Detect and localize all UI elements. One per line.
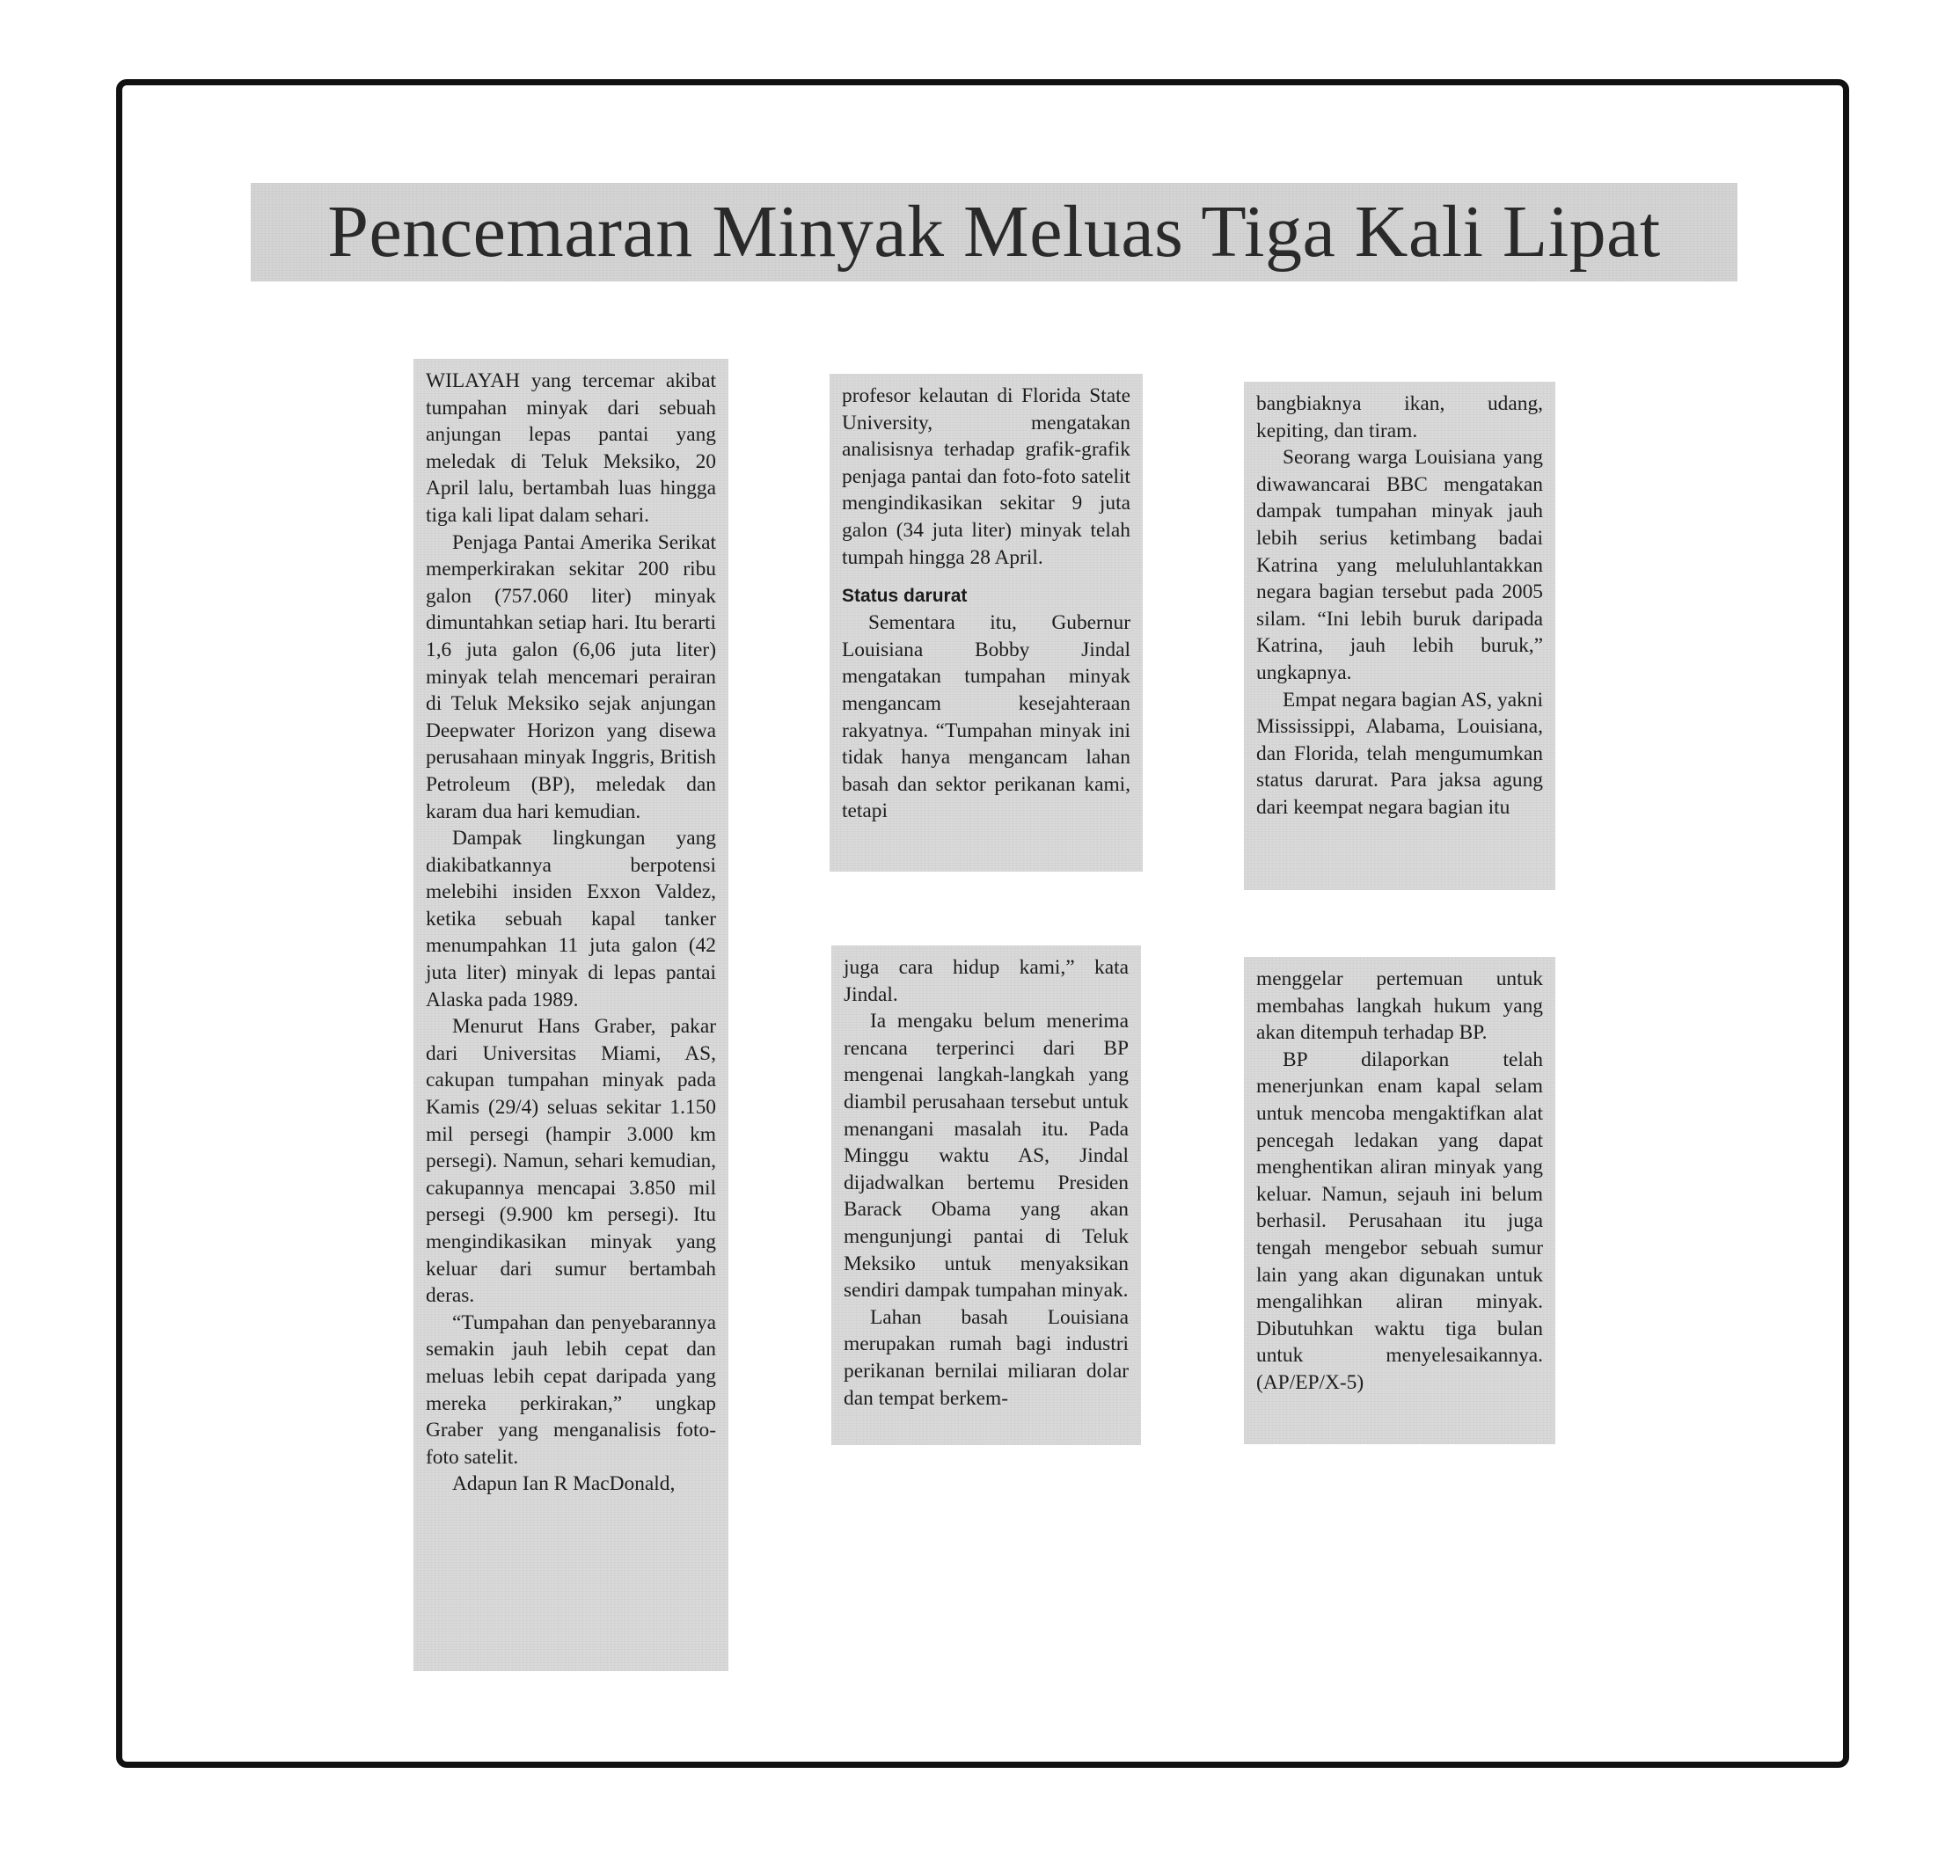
paragraph: bangbiaknya ikan, udang, kepiting, dan tiram. <box>1256 392 1543 442</box>
article-column-5 <box>1244 957 1555 1444</box>
subheading: Status darurat <box>842 586 968 607</box>
paragraph: Penjaga Pantai Amerika Serikat memperkirakan sekitar 200 ribu galon (757.060 liter) minyak dimuntahkan setiap hari. Itu berarti 1,6 juta galon (6,06 juta liter) minyak telah mencemari perairan di Teluk Meksiko sejak anjungan Deepwater Horizon yang disewa perusahaan minyak Inggris, British Petroleum (BP), meledak dan karam dua hari kemudian. <box>426 530 716 823</box>
paragraph: WILAYAH yang tercemar akibat tumpahan minyak dari sebuah anjungan lepas pantai yang meledak di Teluk Meksiko, 20 April lalu, bertambah luas hingga tiga kali lipat dalam sehari. <box>426 369 716 527</box>
paragraph: profesor kelautan di Florida State University, mengatakan analisisnya terhadap grafik-grafik penjaga pantai dan foto-foto satelit mengindikasikan sekitar 9 juta galon (34 juta liter) minyak telah tumpah hingga 28 April. <box>842 384 1130 569</box>
paragraph: Dampak lingkungan yang diakibatkannya berpotensi melebihi insiden Exxon Valdez, ketika sebuah kapal tanker menumpahkan 11 juta galon (42 juta liter) minyak di lepas pantai Alaska pada 1989. <box>426 827 716 1011</box>
paragraph: menggelar pertemuan untuk membahas langkah hukum yang akan ditempuh terhadap BP. <box>1256 967 1543 1045</box>
headline-strip <box>251 183 1737 281</box>
paragraph: Seorang warga Louisiana yang diwawancarai BBC mengatakan dampak tumpahan minyak jauh lebih serius ketimbang badai Katrina yang meluluhlantakkan negara bagian tersebut pada 2005 silam. “Ini lebih buruk daripada Katrina, jauh lebih buruk,” ungkapnya. <box>1256 446 1543 684</box>
article-column-2 <box>830 374 1143 872</box>
paragraph: Sementara itu, Gubernur Louisiana Bobby Jindal mengatakan tumpahan minyak mengancam kesejahteraan rakyatnya. “Tumpahan minyak ini tidak hanya mengancam lahan basah dan sektor perikanan kami, tetapi <box>842 611 1130 823</box>
paragraph: Adapun Ian R MacDonald, <box>452 1472 676 1496</box>
article-column-3 <box>831 945 1141 1445</box>
paragraph: BP dilaporkan telah menerjunkan enam kapal selam untuk mencoba mengaktifkan alat pencegah ledakan yang dapat menghentikan aliran minyak yang keluar. Namun, sejauh ini belum berhasil. Perusahaan itu juga tengah mengebor sebuah sumur lain yang akan digunakan untuk mengalihkan aliran minyak. Dibutuhkan waktu tiga bulan untuk menyelesaikannya. (AP/EP/X-5) <box>1256 1047 1543 1394</box>
article-column-4 <box>1244 382 1555 890</box>
paragraph: Empat negara bagian AS, yakni Mississippi, Alabama, Louisiana, dan Florida, telah mengumumkan status darurat. Para jaksa agung dari keempat negara bagian itu <box>1256 688 1543 819</box>
headline: Pencemaran Minyak Meluas Tiga Kali Lipat <box>327 191 1661 273</box>
article-column-1 <box>413 359 728 1671</box>
paragraph: “Tumpahan dan penyebarannya semakin jauh lebih cepat dan meluas lebih cepat daripada yang mereka perkirakan,” ungkap Graber yang menganalisis foto-foto satelit. <box>426 1310 716 1469</box>
paragraph: juga cara hidup kami,” kata Jindal. <box>844 956 1129 1006</box>
clipping-frame <box>116 79 1849 1768</box>
paragraph: Menurut Hans Graber, pakar dari Universitas Miami, AS, cakupan tumpahan minyak pada Kamis (29/4) seluas sekitar 1.150 mil persegi (hampir 3.000 km persegi). Namun, sehari kemudian, cakupannya mencapai 3.850 mil persegi (9.900 km persegi). Itu mengindikasikan minyak yang keluar dari sumur bertambah deras. <box>426 1015 716 1308</box>
paragraph: Ia mengaku belum menerima rencana terperinci dari BP mengenai langkah-langkah yang diambil perusahaan tersebut untuk menangani masalah itu. Pada Minggu waktu AS, Jindal dijadwalkan bertemu Presiden Barack Obama yang akan mengunjungi pantai di Teluk Meksiko untuk menyaksikan sendiri dampak tumpahan minyak. <box>844 1010 1129 1303</box>
paragraph: Lahan basah Louisiana merupakan rumah bagi industri perikanan bernilai miliaran dolar dan tempat berkem- <box>844 1305 1129 1410</box>
